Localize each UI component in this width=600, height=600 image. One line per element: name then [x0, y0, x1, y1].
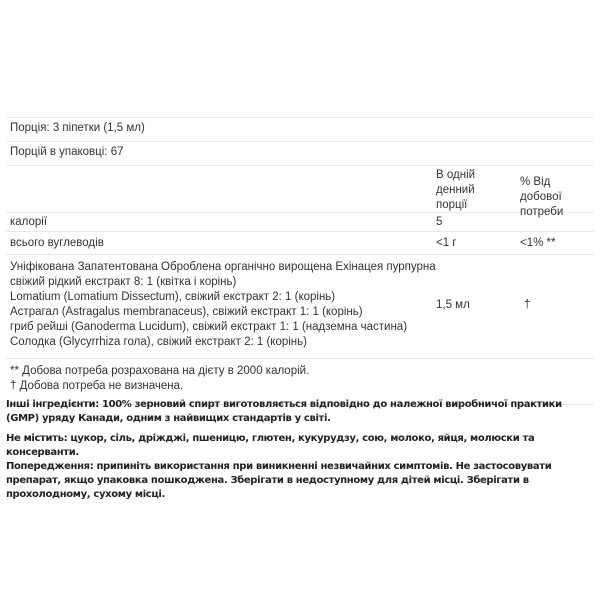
daily-value-header: % Від добової потреби — [520, 176, 564, 218]
supplement-facts-table — [6, 117, 594, 405]
blend-dv: † — [524, 298, 531, 311]
blend-amount: 1,5 мл — [436, 298, 470, 311]
blend-row — [6, 254, 594, 358]
servings-per-container: Порцій в упаковці: 67 — [10, 146, 124, 158]
warning-text: Попередження: припиніть використання при виникненні незвичайних симптомів. Не застосовувати препарат, якщо упаковка пошкоджена. Зберігати в недоступному для дітей місці. Зберігати в прохолодному, сухому місці. — [6, 461, 552, 500]
nutrient-amount: 5 — [436, 216, 443, 228]
footnote-not-established: † Добова потреба не визначена. — [10, 380, 184, 392]
table-row — [6, 212, 594, 231]
nutrient-name: калорії — [10, 216, 48, 228]
nutrient-amount: <1 г — [436, 237, 457, 249]
does-not-contain-text: Не містить: цукор, сіль, дріжджі, пшеницю, глютен, кукурудзу, сою, молоко, яйця, молюски та консерванти. — [6, 433, 535, 458]
nutrient-name: всього вуглеводів — [10, 237, 104, 249]
table-row — [6, 231, 594, 254]
table-header-row — [6, 165, 594, 218]
amount-per-serving-header: В одній денний порції — [436, 169, 476, 211]
other-ingredients-text: Інші інгредієнти: 100% зерновий спирт виготовляється відповідно до належної виробничої практики (GMP) уряду Канади, одним з найвищих стандартів у світі. — [6, 399, 562, 424]
footnote-daily-value: ** Добова потреба розрахована на дієту в 2000 калорій. — [10, 365, 310, 377]
blend-ingredients: Уніфікована Запатентована Оброблена органічно вирощена Ехінацея пурпурна свіжий рідкий екстракт 8: 1 (квітка і корінь) Lomatium (Lomatium Dissectum), свіжий екстракт 2: 1 (корінь) Астрагал (Astragalus membranaceus), свіжий екстракт 1: 1 (корінь) гриб рейші (Ganoderma Lucidum), свіжий екстракт 1: 1 (надземна частина) Солодка (Glycyrrhiza гола), свіжий екстракт 2: 1 (корінь) — [10, 261, 436, 348]
serving-size: Порція: 3 піпетки (1,5 мл) — [10, 122, 145, 134]
serving-size-row — [6, 117, 594, 141]
servings-per-container-row — [6, 141, 594, 165]
nutrient-dv: <1% ** — [520, 237, 556, 249]
nutrient-dv — [520, 213, 594, 231]
